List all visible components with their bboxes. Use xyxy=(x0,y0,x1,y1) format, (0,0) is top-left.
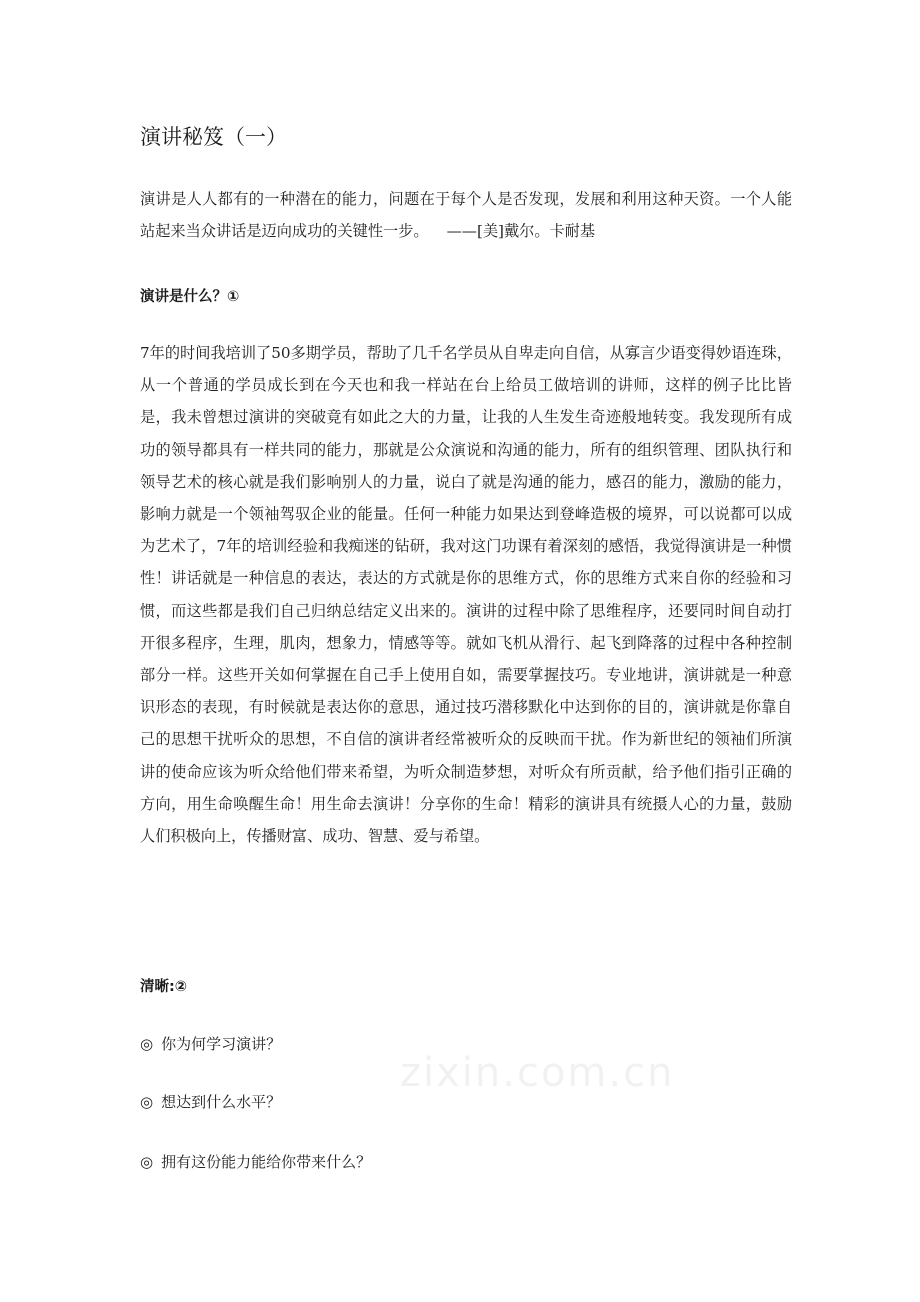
intro-quote-paragraph xyxy=(140,184,792,247)
question-item xyxy=(140,1032,281,1056)
intro-quote-text: 演讲是人人都有的一种潜在的能力，问题在于每个人是否发现，发展和利用这种天资。一个人能站起来当众讲话是迈向成功的关键性一步。 xyxy=(140,190,792,240)
question-text: 你为何学习演讲？ xyxy=(161,1035,282,1053)
question-item xyxy=(140,1090,281,1114)
watermark: zixin.com.cn xyxy=(400,1050,675,1096)
question-text: 拥有这份能力能给你带来什么？ xyxy=(161,1153,372,1171)
bullet-symbol: ◎ xyxy=(140,1153,154,1171)
section-heading-what-is-speech: 演讲是什么？① xyxy=(140,289,240,305)
section-paragraph-what-is-speech: 7年的时间我培训了50多期学员，帮助了几千名学员从自卑走向自信，从寡言少语变得妙语连珠，从一个普通的学员成长到在今天也和我一样站在台上给员工做培训的讲师，这样的例子比比皆是，我未曾想过演讲的突破竟有如此之大的力量，让我的人生发生奇迹般地转变。我发现所有成功的领导都具有一样共同的能力，那就是公众演说和沟通的能力，所有的组织管理、团队执行和领导艺术的核心就是我们影响别人的力量，说白了就是沟通的能力，感召的能力，激励的能力，影响力就是一个领袖驾驭企业的能量。任何一种能力如果达到登峰造极的境界，可以说都可以成为艺术了，7年的培训经验和我痴迷的钻研，我对这门功课有着深刻的感悟，我觉得演讲是一种惯性！讲话就是一种信息的表达，表达的方式就是你的思维方式，你的思维方式来自你的经验和习惯，而这些都是我们自己归纳总结定义出来的。演讲的过程中除了思维程序，还要同时间自动打开很多程序，生理，肌肉，想象力，情感等等。就如飞机从滑行、起飞到降落的过程中各种控制部分一样。这些开关如何掌握在自己手上使用自如，需要掌握技巧。专业地讲，演讲就是一种意识形态的表现，有时候就是表达你的意思，通过技巧潜移默化中达到你的目的，演讲就是你靠自己的思想干扰听众的思想，不自信的演讲者经常被听众的反映而干扰。作为新世纪的领袖们所演讲的使命应该为听众给他们带来希望，为听众制造梦想，对听众有所贡献，给予他们指引正确的方向，用生命唤醒生命！用生命去演讲！分享你的生命！精彩的演讲具有统摄人心的力量，鼓励人们积极向上，传播财富、成功、智慧、爱与希望。 xyxy=(140,344,792,846)
quote-attribution: ——[美]戴尔。卡耐基 xyxy=(446,221,596,240)
bullet-symbol: ◎ xyxy=(140,1035,154,1053)
section-heading-clarity: 清晰:② xyxy=(140,979,188,995)
question-item xyxy=(140,1150,371,1174)
question-text: 想达到什么水平？ xyxy=(161,1093,282,1111)
bullet-symbol: ◎ xyxy=(140,1093,154,1111)
document-title: 演讲秘笈（一） xyxy=(140,125,287,149)
